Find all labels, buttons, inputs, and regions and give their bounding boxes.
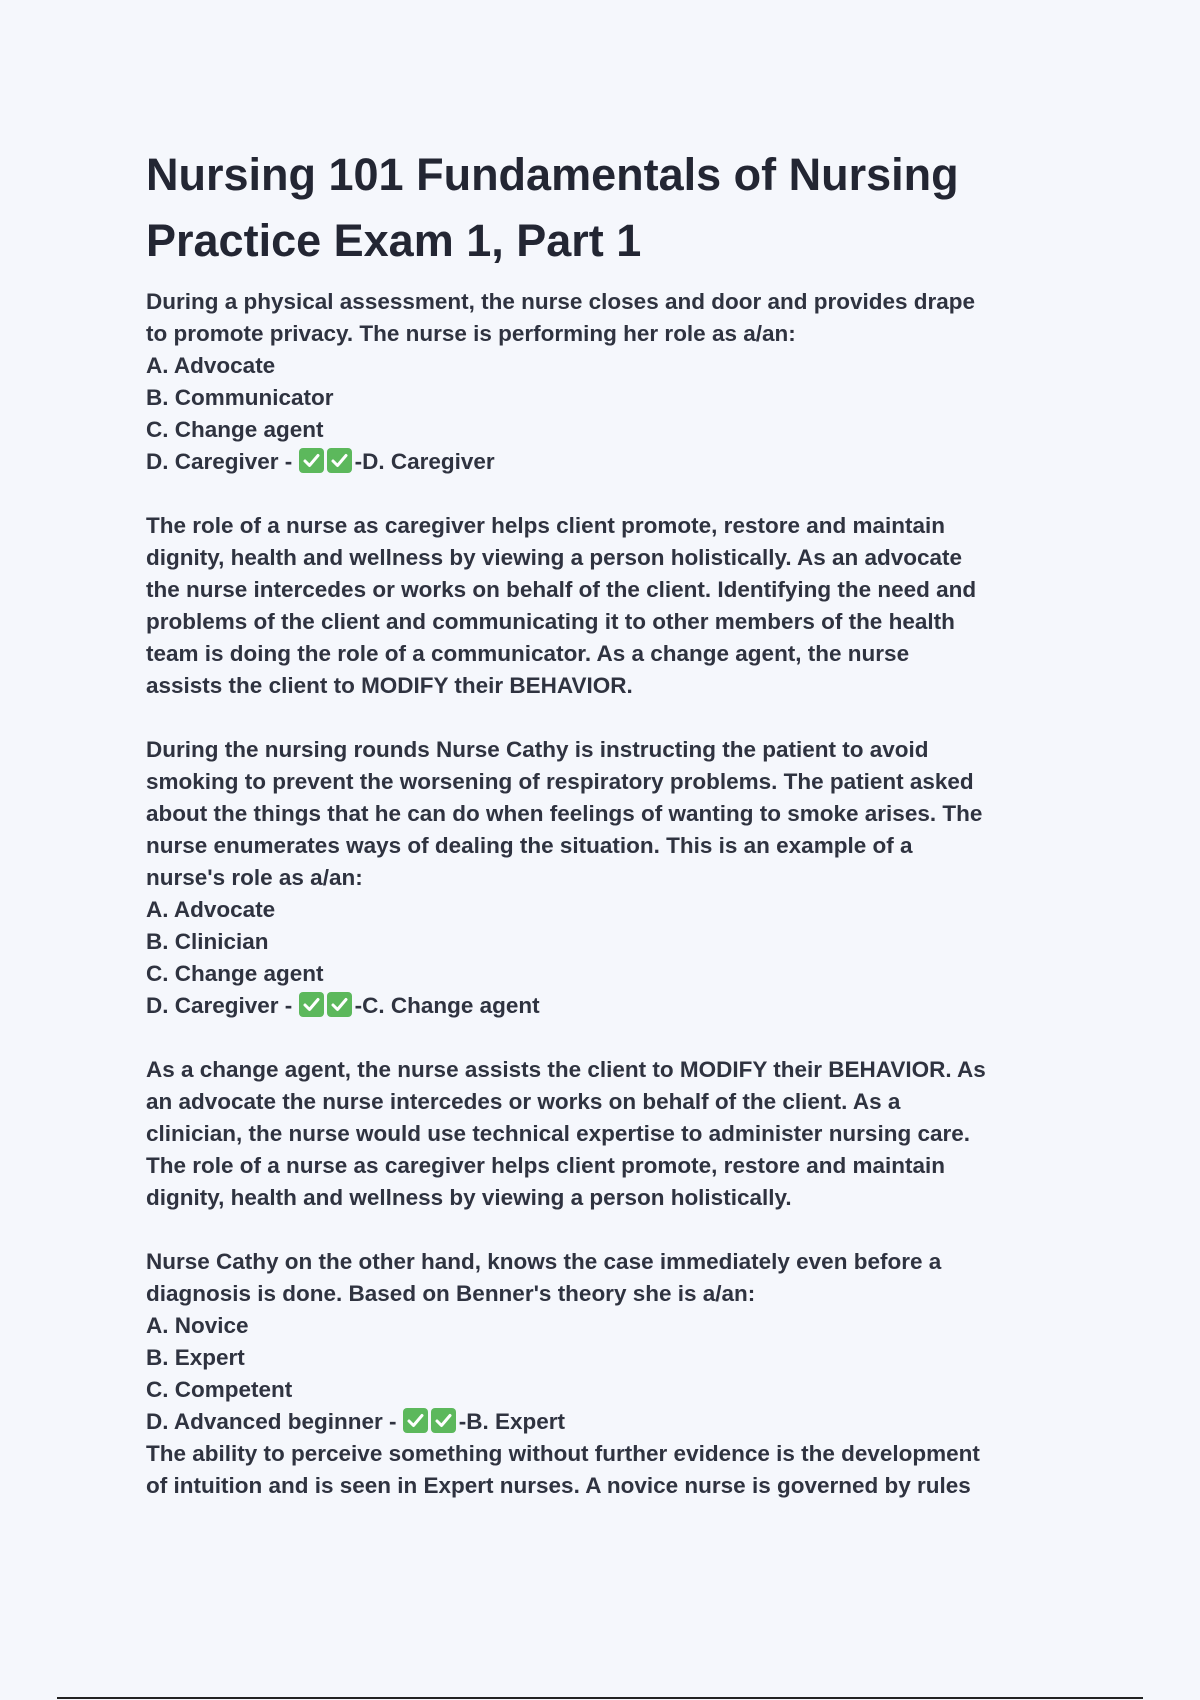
explanation-line: The role of a nurse as caregiver helps client promote, restore and maintain bbox=[146, 1153, 945, 1178]
explanation-line: clinician, the nurse would use technical expertise to administer nursing care. bbox=[146, 1121, 970, 1146]
question-stem-line: nurse enumerates ways of dealing the situation. This is an example of a bbox=[146, 833, 913, 858]
option-d-answer-line bbox=[146, 446, 1066, 478]
check-mark-icon bbox=[327, 448, 352, 473]
option-d: D. Caregiver - bbox=[146, 993, 293, 1018]
option-d-answer-line bbox=[146, 1406, 1066, 1438]
question-stem-line: about the things that he can do when feelings of wanting to smoke arises. The bbox=[146, 801, 983, 826]
correct-answer: -D. Caregiver bbox=[354, 449, 495, 474]
explanation-line: dignity, health and wellness by viewing a person holistically. As an advocate bbox=[146, 545, 963, 570]
document-page bbox=[146, 142, 1066, 1502]
question-stem-line: nurse's role as a/an: bbox=[146, 865, 363, 890]
explanation-line: the nurse intercedes or works on behalf of the client. Identifying the need and bbox=[146, 577, 977, 602]
question-stem-line: During a physical assessment, the nurse closes and door and provides drape bbox=[146, 289, 976, 314]
option-d: D. Advanced beginner - bbox=[146, 1409, 397, 1434]
question-stem-line: Nurse Cathy on the other hand, knows the case immediately even before a bbox=[146, 1249, 942, 1274]
option-b: B. Clinician bbox=[146, 929, 269, 954]
correct-answer: -B. Expert bbox=[458, 1409, 566, 1434]
explanation-line: The ability to perceive something without further evidence is the development bbox=[146, 1441, 980, 1466]
question-1 bbox=[146, 286, 1066, 734]
option-c: C. Change agent bbox=[146, 417, 324, 442]
check-mark-icon bbox=[431, 1408, 456, 1433]
explanation-line: The role of a nurse as caregiver helps client promote, restore and maintain bbox=[146, 513, 945, 538]
page-title: Nursing 101 Fundamentals of Nursing Practice Exam 1, Part 1 bbox=[146, 149, 959, 266]
question-stem-line: During the nursing rounds Nurse Cathy is instructing the patient to avoid bbox=[146, 737, 929, 762]
check-mark-icon bbox=[299, 448, 324, 473]
explanation-line: team is doing the role of a communicator. As a change agent, the nurse bbox=[146, 641, 910, 666]
correct-answer: -C. Change agent bbox=[354, 993, 540, 1018]
question-3 bbox=[146, 1246, 1066, 1502]
page-bottom-divider bbox=[57, 1697, 1143, 1699]
question-stem-line: smoking to prevent the worsening of respiratory problems. The patient asked bbox=[146, 769, 974, 794]
explanation-line: problems of the client and communicating it to other members of the health bbox=[146, 609, 955, 634]
option-a: A. Advocate bbox=[146, 897, 276, 922]
question-stem-line: to promote privacy. The nurse is performing her role as a/an: bbox=[146, 321, 796, 346]
explanation-line: of intuition and is seen in Expert nurses. A novice nurse is governed by rules bbox=[146, 1473, 971, 1498]
explanation-line: assists the client to MODIFY their BEHAVIOR. bbox=[146, 673, 633, 698]
option-b: B. Communicator bbox=[146, 385, 334, 410]
question-stem-line: diagnosis is done. Based on Benner's theory she is a/an: bbox=[146, 1281, 756, 1306]
option-a: A. Novice bbox=[146, 1313, 249, 1338]
check-mark-icon bbox=[299, 992, 324, 1017]
option-c: C. Change agent bbox=[146, 961, 324, 986]
option-c: C. Competent bbox=[146, 1377, 293, 1402]
option-b: B. Expert bbox=[146, 1345, 245, 1370]
option-d-answer-line bbox=[146, 990, 1066, 1022]
explanation-line: an advocate the nurse intercedes or works on behalf of the client. As a bbox=[146, 1089, 901, 1114]
check-mark-icon bbox=[327, 992, 352, 1017]
explanation-line: dignity, health and wellness by viewing a person holistically. bbox=[146, 1185, 792, 1210]
option-a: A. Advocate bbox=[146, 353, 276, 378]
check-mark-icon bbox=[403, 1408, 428, 1433]
option-d: D. Caregiver - bbox=[146, 449, 293, 474]
question-2 bbox=[146, 734, 1066, 1246]
explanation-line: As a change agent, the nurse assists the client to MODIFY their BEHAVIOR. As bbox=[146, 1057, 986, 1082]
